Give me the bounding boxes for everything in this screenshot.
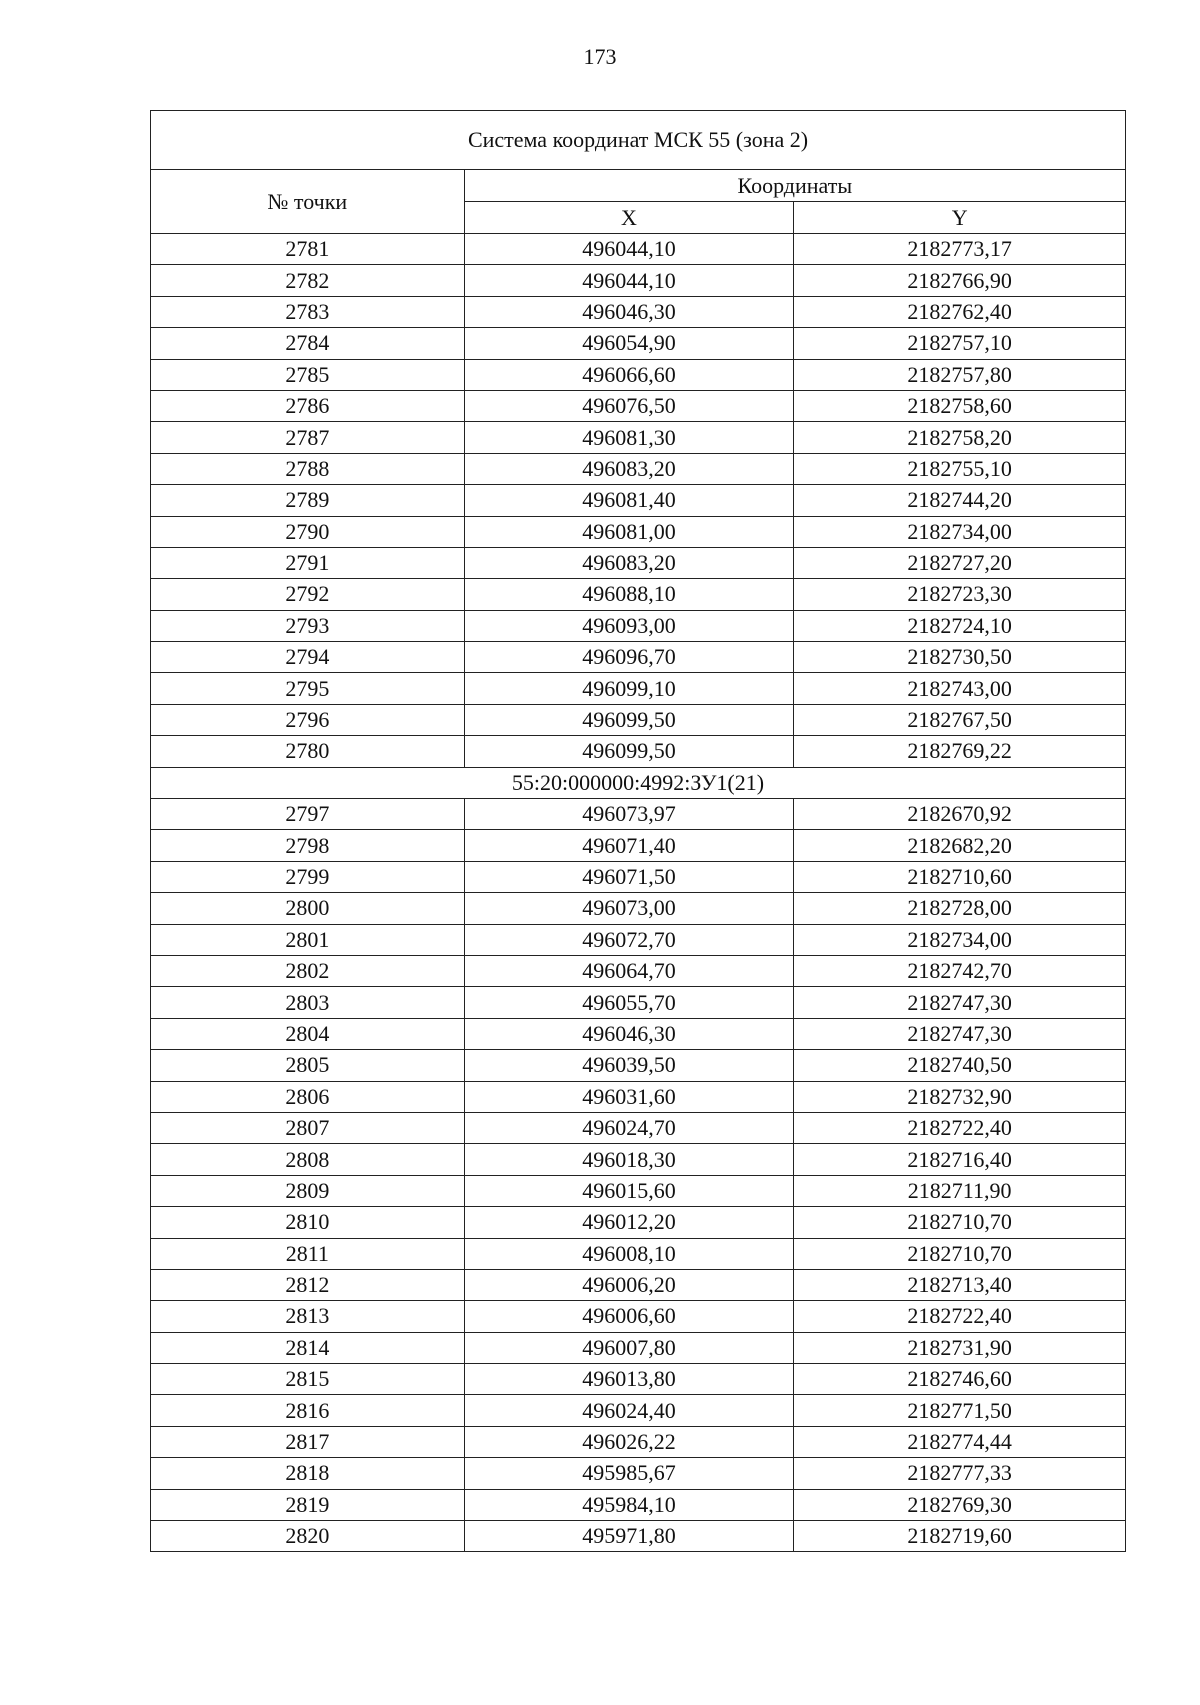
x-coordinate-cell: 496031,60 [464, 1081, 794, 1112]
table-row [151, 1364, 1126, 1395]
point-number-cell: 2818 [151, 1458, 465, 1489]
y-coordinate-cell: 2182777,33 [794, 1458, 1126, 1489]
point-number-cell: 2784 [151, 328, 465, 359]
point-number-cell: 2805 [151, 1050, 465, 1081]
table-row [151, 422, 1126, 453]
table-row [151, 1395, 1126, 1426]
y-coordinate-cell: 2182727,20 [794, 547, 1126, 578]
table-row [151, 485, 1126, 516]
point-number-cell: 2816 [151, 1395, 465, 1426]
y-coordinate-cell: 2182767,50 [794, 704, 1126, 735]
table-row [151, 1144, 1126, 1175]
y-coordinate-cell: 2182757,10 [794, 328, 1126, 359]
x-coordinate-cell: 496081,40 [464, 485, 794, 516]
x-coordinate-cell: 496073,00 [464, 893, 794, 924]
y-coordinate-cell: 2182747,30 [794, 1018, 1126, 1049]
x-coordinate-cell: 496096,70 [464, 642, 794, 673]
point-number-cell: 2796 [151, 704, 465, 735]
x-coordinate-cell: 496083,20 [464, 453, 794, 484]
table-row [151, 265, 1126, 296]
y-coordinate-cell: 2182757,80 [794, 359, 1126, 390]
x-coordinate-cell: 496044,10 [464, 234, 794, 265]
y-coordinate-cell: 2182730,50 [794, 642, 1126, 673]
y-coordinate-cell: 2182762,40 [794, 296, 1126, 327]
y-coordinate-cell: 2182711,90 [794, 1175, 1126, 1206]
y-coordinate-cell: 2182731,90 [794, 1332, 1126, 1363]
x-coordinate-cell: 496006,60 [464, 1301, 794, 1332]
point-number-cell: 2809 [151, 1175, 465, 1206]
point-number-cell: 2791 [151, 547, 465, 578]
point-number-cell: 2782 [151, 265, 465, 296]
table-row [151, 328, 1126, 359]
x-coordinate-cell: 496099,10 [464, 673, 794, 704]
table-row [151, 1238, 1126, 1269]
header-point-number: № точки [151, 170, 465, 234]
point-number-cell: 2794 [151, 642, 465, 673]
y-coordinate-cell: 2182758,60 [794, 390, 1126, 421]
x-coordinate-cell: 496072,70 [464, 924, 794, 955]
table-row [151, 390, 1126, 421]
table-row [151, 736, 1126, 767]
table-title: Система координат МСК 55 (зона 2) [151, 111, 1126, 170]
table-row [151, 1521, 1126, 1552]
point-number-cell: 2799 [151, 861, 465, 892]
point-number-cell: 2819 [151, 1489, 465, 1520]
table-row [151, 1301, 1126, 1332]
section-label: 55:20:000000:4992:ЗУ1(21) [151, 767, 1126, 798]
y-coordinate-cell: 2182746,60 [794, 1364, 1126, 1395]
x-coordinate-cell: 496024,70 [464, 1112, 794, 1143]
x-coordinate-cell: 496046,30 [464, 1018, 794, 1049]
y-coordinate-cell: 2182771,50 [794, 1395, 1126, 1426]
table-row [151, 234, 1126, 265]
table-row [151, 1112, 1126, 1143]
x-coordinate-cell: 496046,30 [464, 296, 794, 327]
y-coordinate-cell: 2182769,22 [794, 736, 1126, 767]
x-coordinate-cell: 496024,40 [464, 1395, 794, 1426]
x-coordinate-cell: 496026,22 [464, 1426, 794, 1457]
y-coordinate-cell: 2182710,70 [794, 1238, 1126, 1269]
x-coordinate-cell: 496066,60 [464, 359, 794, 390]
table-row [151, 1207, 1126, 1238]
table-row [151, 830, 1126, 861]
point-number-cell: 2800 [151, 893, 465, 924]
point-number-cell: 2820 [151, 1521, 465, 1552]
table-row [151, 924, 1126, 955]
x-coordinate-cell: 496007,80 [464, 1332, 794, 1363]
table-row [151, 516, 1126, 547]
y-coordinate-cell: 2182773,17 [794, 234, 1126, 265]
table-row [151, 453, 1126, 484]
x-coordinate-cell: 496071,40 [464, 830, 794, 861]
y-coordinate-cell: 2182744,20 [794, 485, 1126, 516]
point-number-cell: 2804 [151, 1018, 465, 1049]
y-coordinate-cell: 2182723,30 [794, 579, 1126, 610]
table-row [151, 987, 1126, 1018]
y-coordinate-cell: 2182734,00 [794, 924, 1126, 955]
x-coordinate-cell: 496083,20 [464, 547, 794, 578]
table-row [151, 1081, 1126, 1112]
point-number-cell: 2793 [151, 610, 465, 641]
x-coordinate-cell: 496044,10 [464, 265, 794, 296]
point-number-cell: 2803 [151, 987, 465, 1018]
y-coordinate-cell: 2182766,90 [794, 265, 1126, 296]
y-coordinate-cell: 2182716,40 [794, 1144, 1126, 1175]
table-row [151, 1426, 1126, 1457]
x-coordinate-cell: 496055,70 [464, 987, 794, 1018]
point-number-cell: 2786 [151, 390, 465, 421]
y-coordinate-cell: 2182670,92 [794, 799, 1126, 830]
header-y: Y [794, 202, 1126, 234]
y-coordinate-cell: 2182710,70 [794, 1207, 1126, 1238]
section-row [151, 767, 1126, 798]
point-number-cell: 2817 [151, 1426, 465, 1457]
y-coordinate-cell: 2182743,00 [794, 673, 1126, 704]
point-number-cell: 2783 [151, 296, 465, 327]
x-coordinate-cell: 496099,50 [464, 736, 794, 767]
table-row [151, 893, 1126, 924]
y-coordinate-cell: 2182682,20 [794, 830, 1126, 861]
y-coordinate-cell: 2182755,10 [794, 453, 1126, 484]
y-coordinate-cell: 2182734,00 [794, 516, 1126, 547]
point-number-cell: 2811 [151, 1238, 465, 1269]
x-coordinate-cell: 496071,50 [464, 861, 794, 892]
point-number-cell: 2813 [151, 1301, 465, 1332]
table-row [151, 1175, 1126, 1206]
y-coordinate-cell: 2182774,44 [794, 1426, 1126, 1457]
table-row [151, 1332, 1126, 1363]
point-number-cell: 2812 [151, 1269, 465, 1300]
point-number-cell: 2787 [151, 422, 465, 453]
x-coordinate-cell: 496093,00 [464, 610, 794, 641]
x-coordinate-cell: 496064,70 [464, 955, 794, 986]
x-coordinate-cell: 496018,30 [464, 1144, 794, 1175]
y-coordinate-cell: 2182732,90 [794, 1081, 1126, 1112]
table-row [151, 547, 1126, 578]
table-row [151, 1050, 1126, 1081]
table-row [151, 1458, 1126, 1489]
y-coordinate-cell: 2182719,60 [794, 1521, 1126, 1552]
point-number-cell: 2788 [151, 453, 465, 484]
table-row [151, 955, 1126, 986]
point-number-cell: 2789 [151, 485, 465, 516]
y-coordinate-cell: 2182742,70 [794, 955, 1126, 986]
y-coordinate-cell: 2182740,50 [794, 1050, 1126, 1081]
point-number-cell: 2810 [151, 1207, 465, 1238]
x-coordinate-cell: 496081,30 [464, 422, 794, 453]
point-number-cell: 2780 [151, 736, 465, 767]
point-number-cell: 2801 [151, 924, 465, 955]
y-coordinate-cell: 2182747,30 [794, 987, 1126, 1018]
table-row [151, 861, 1126, 892]
point-number-cell: 2808 [151, 1144, 465, 1175]
table-row [151, 359, 1126, 390]
x-coordinate-cell: 496008,10 [464, 1238, 794, 1269]
point-number-cell: 2792 [151, 579, 465, 610]
point-number-cell: 2790 [151, 516, 465, 547]
table-row [151, 673, 1126, 704]
table-row [151, 296, 1126, 327]
x-coordinate-cell: 496088,10 [464, 579, 794, 610]
point-number-cell: 2815 [151, 1364, 465, 1395]
table-row [151, 642, 1126, 673]
x-coordinate-cell: 496015,60 [464, 1175, 794, 1206]
x-coordinate-cell: 496039,50 [464, 1050, 794, 1081]
y-coordinate-cell: 2182722,40 [794, 1112, 1126, 1143]
point-number-cell: 2806 [151, 1081, 465, 1112]
x-coordinate-cell: 496054,90 [464, 328, 794, 359]
y-coordinate-cell: 2182722,40 [794, 1301, 1126, 1332]
header-coordinates: Координаты [464, 170, 1125, 202]
y-coordinate-cell: 2182724,10 [794, 610, 1126, 641]
x-coordinate-cell: 496012,20 [464, 1207, 794, 1238]
point-number-cell: 2795 [151, 673, 465, 704]
x-coordinate-cell: 496006,20 [464, 1269, 794, 1300]
page-number: 173 [583, 44, 617, 69]
x-coordinate-cell: 495984,10 [464, 1489, 794, 1520]
y-coordinate-cell: 2182769,30 [794, 1489, 1126, 1520]
point-number-cell: 2785 [151, 359, 465, 390]
table-row [151, 610, 1126, 641]
y-coordinate-cell: 2182728,00 [794, 893, 1126, 924]
x-coordinate-cell: 496073,97 [464, 799, 794, 830]
x-coordinate-cell: 496076,50 [464, 390, 794, 421]
point-number-cell: 2798 [151, 830, 465, 861]
header-x: X [464, 202, 794, 234]
x-coordinate-cell: 495971,80 [464, 1521, 794, 1552]
x-coordinate-cell: 496099,50 [464, 704, 794, 735]
point-number-cell: 2781 [151, 234, 465, 265]
x-coordinate-cell: 496013,80 [464, 1364, 794, 1395]
table-row [151, 704, 1126, 735]
y-coordinate-cell: 2182710,60 [794, 861, 1126, 892]
table-row [151, 1489, 1126, 1520]
table-row [151, 1018, 1126, 1049]
table-row [151, 579, 1126, 610]
x-coordinate-cell: 496081,00 [464, 516, 794, 547]
table-row [151, 799, 1126, 830]
y-coordinate-cell: 2182713,40 [794, 1269, 1126, 1300]
point-number-cell: 2814 [151, 1332, 465, 1363]
coordinates-table [150, 110, 1126, 1552]
y-coordinate-cell: 2182758,20 [794, 422, 1126, 453]
x-coordinate-cell: 495985,67 [464, 1458, 794, 1489]
point-number-cell: 2802 [151, 955, 465, 986]
point-number-cell: 2807 [151, 1112, 465, 1143]
point-number-cell: 2797 [151, 799, 465, 830]
table-row [151, 1269, 1126, 1300]
